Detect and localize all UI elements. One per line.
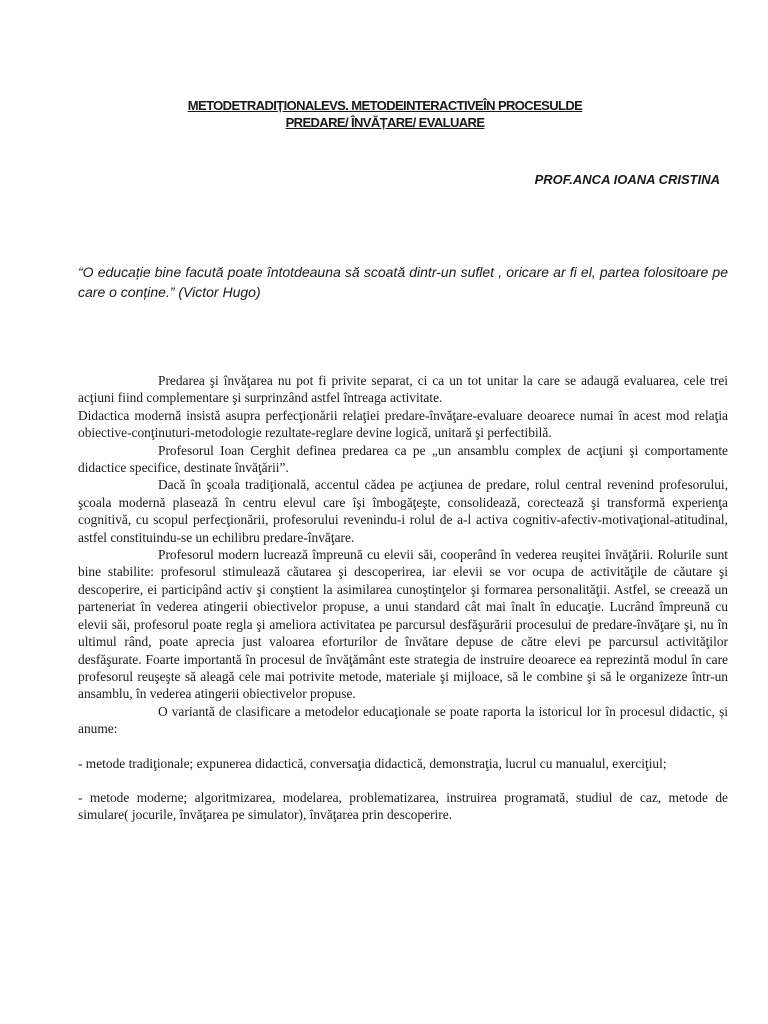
author-name: PROF.ANCA IOANA CRISTINA (534, 172, 720, 187)
paragraph-6: O variantă de clasificare a metodelor educaţionale se poate raporta la istoricul lor în procesul didactic, și anume: (78, 703, 728, 737)
paragraph-5: Profesorul modern lucrează împreună cu elevii săi, cooperând în vederea reuşitei învăţării. Rolurile sunt bine stabilite: profesorul stimulează căutarea şi descoperirea, iar elevii se vor ocupa de activităţile de căutare şi descoperire, ei participând activ şi conştient la asimilarea cunoştinţelor şi formarea personalităţii. Astfel, se creează un parteneriat în vederea atingerii obiectivelor propuse, a unui standard cât mai înalt în educaţie. Lucrând împreună cu elevii săi, profesorul poate regla şi ameliora activitatea pe parcursul desfăşurării procesului de predare-învăţare şi, nu în ultimul rând, poate aprecia just valoarea eforturilor de învătare depuse de către elevi pe parcursul activităţilor desfăşurate. Foarte importantă în procesul de învăţământ este strategia de instruire deoarece ea reprezintă modul în care profesorul reuşeşte să aleagă cele mai potrivite metode, materiale şi mijloace, să le combine şi să le organizeze într-un ansamblu, în vederea atingerii obiectivelor propuse. (78, 547, 728, 702)
list-item-modern-methods: - metode moderne; algoritmizarea, modelarea, problematizarea, instruirea programată, studiul de caz, metode de simulare( jocurile, învăţarea pe simulator), învăţarea prin descoperire. (78, 789, 728, 823)
paragraph-2: Didactica modernă insistă asupra perfecţionării relaţiei predare-învăţare-evaluare deoarece numai în acest mod relaţia obiective-conţinuturi-metodologie rezultate-reglare devine logică, unitară şi perfectibilă. (78, 407, 728, 441)
paragraph-1: Predarea şi învăţarea nu pot fi privite separat, ci ca un tot unitar la care se adaugă evaluarea, cele trei acţiuni fiind complementare şi surprinzând astfel întreaga activitate. (78, 373, 728, 406)
document-title-line-2: PREDARE/ ÎNVĂȚARE/ EVALUARE (285, 115, 485, 130)
paragraph-4: Dacă în şcoala tradiţională, accentul cădea pe acţiunea de predare, rolul central revenind profesorului, şcoala modernă plasează în centru elevul care îşi îmbogăţeşte, consolidează, corectează şi transformă experienţa cognitivă, cu scopul perfecţionării, profesorului revenindu-i rolul de a-l activa cognitiv-afectiv-motivaţional-atitudinal, astfel constituindu-se un echilibru predare-învăţare. (78, 477, 728, 545)
epigraph-quote: “O educație bine facută poate întotdeauna să scoată dintr-un suflet , oricare ar fi el, partea folositoare pe care o conține.” (Victor Hugo) (78, 264, 728, 300)
document-body (78, 372, 728, 824)
paragraph-3: Profesorul Ioan Cerghit definea predarea ca pe „un ansamblu complex de acţiuni şi comportamente didactice specifice, destinate învăţării”. (78, 442, 728, 476)
list-item-traditional-methods: - metode tradiţionale; expunerea didactică, conversaţia didactică, demonstraţia, lucrul cu manualul, exerciţiul; (78, 755, 667, 771)
document-title-line-1: METODETRADIȚIONALEVS. METODEINTERACTIVEÎN PROCESULDE (187, 98, 583, 113)
